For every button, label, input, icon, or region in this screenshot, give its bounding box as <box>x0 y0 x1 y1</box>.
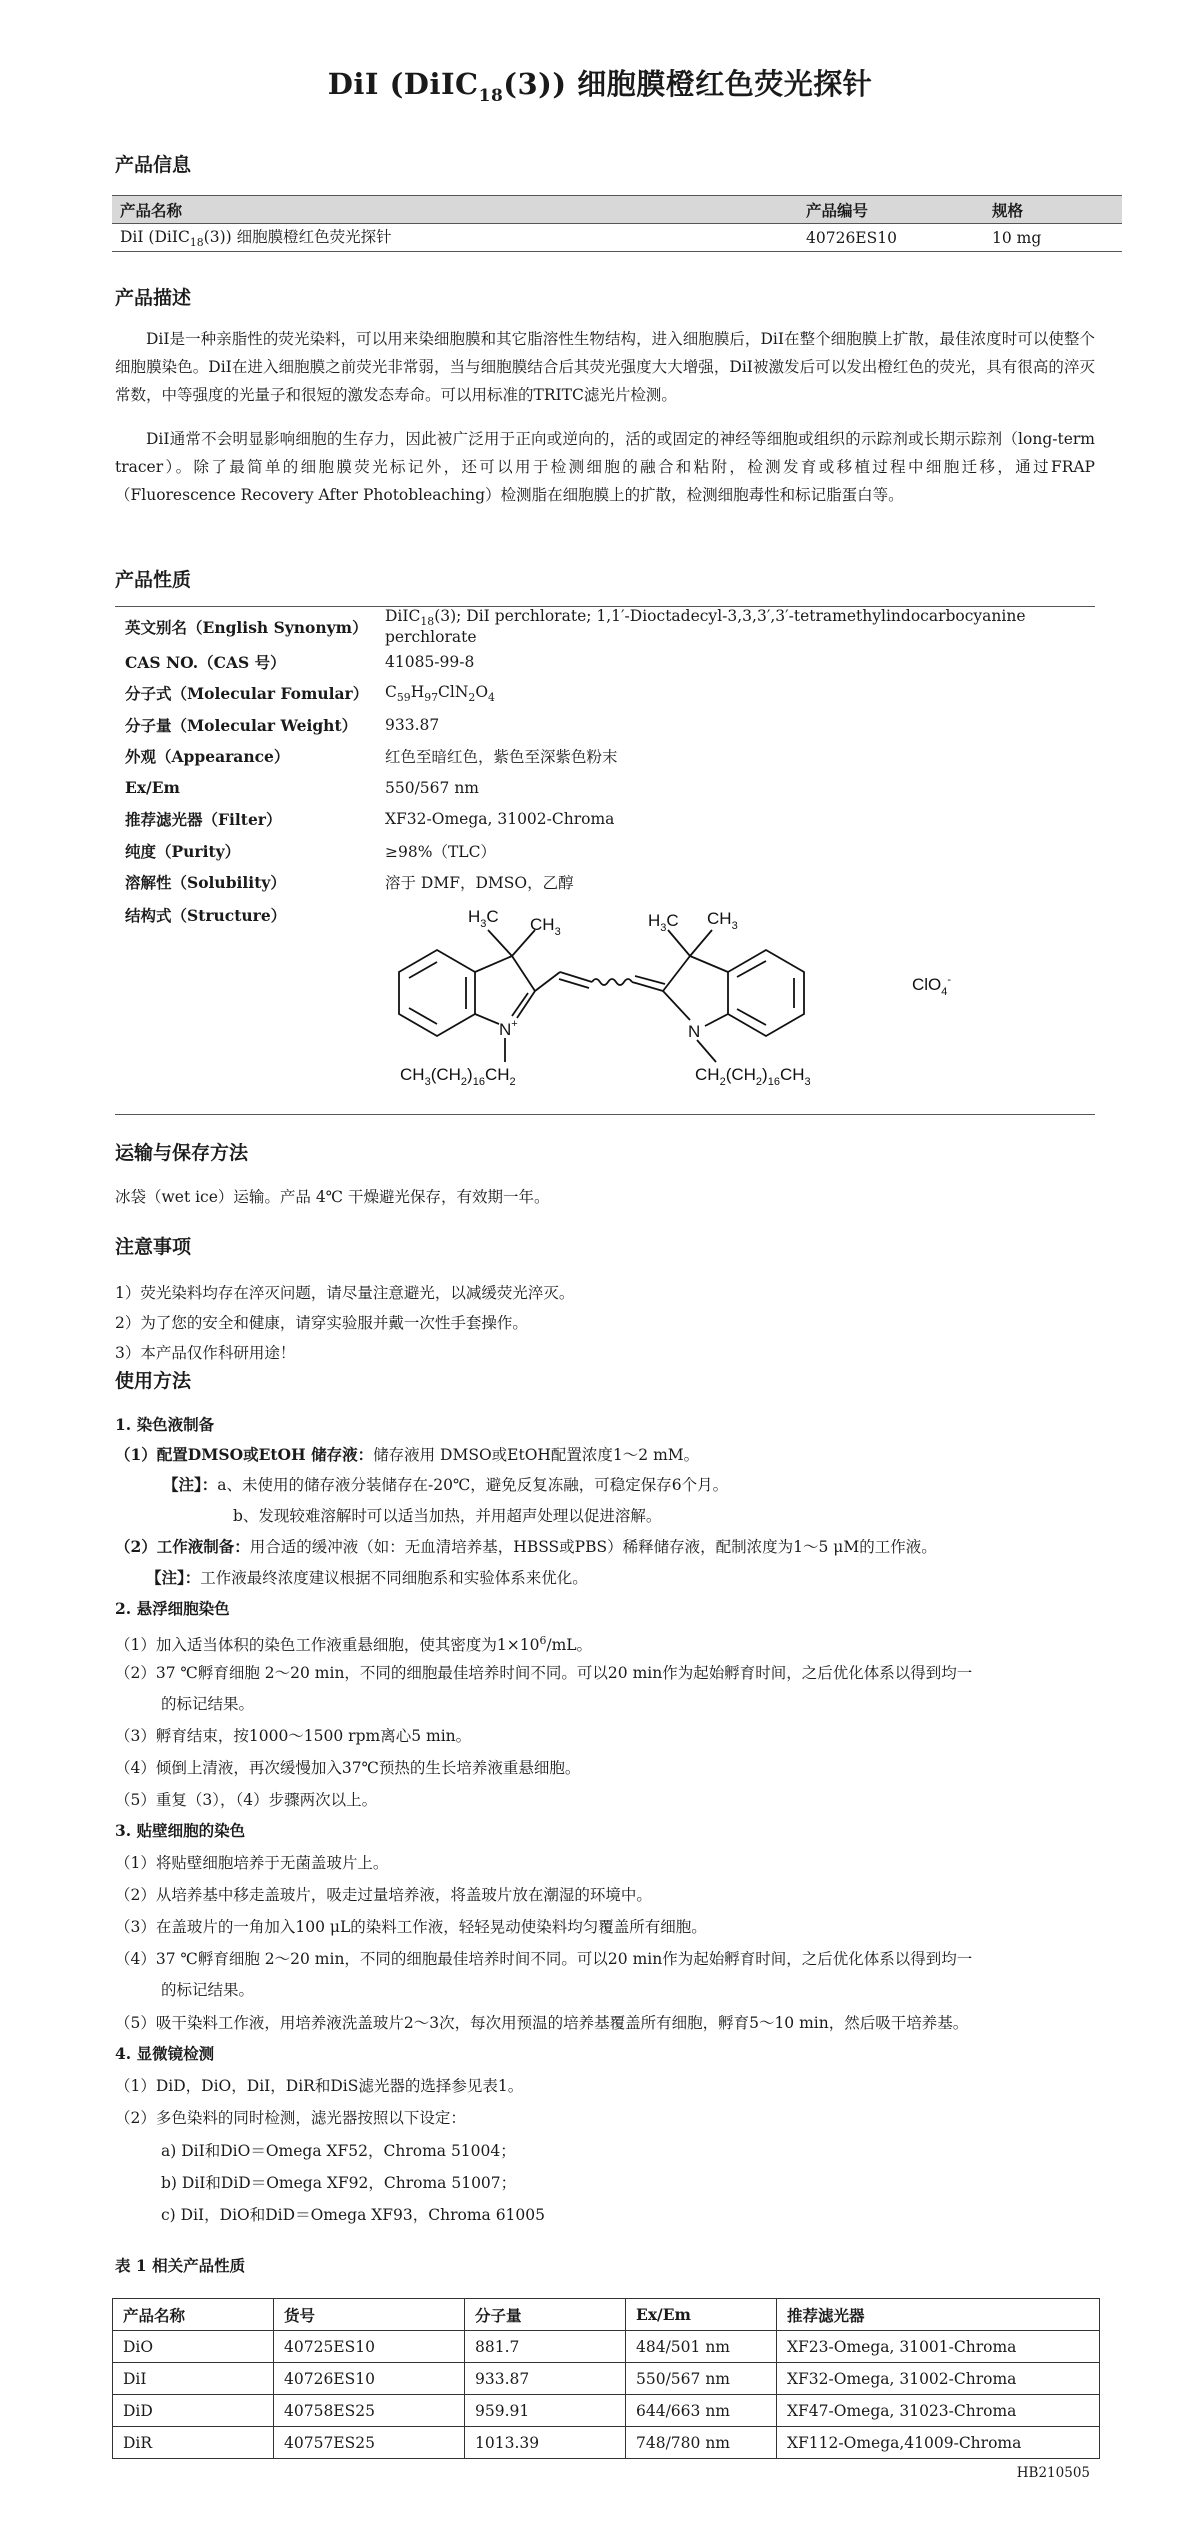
usage-line: （1）DiD，DiO，DiI，DiR和DiS滤光器的选择参见表1。 <box>115 2077 524 2095</box>
methine-bond <box>535 972 560 991</box>
n-alkyl-bond <box>697 1040 716 1062</box>
table-header-row <box>112 196 1122 224</box>
value-text: DiIC <box>385 607 421 625</box>
table-cell: DiI <box>113 2363 274 2395</box>
methyl-bond <box>488 930 512 956</box>
value-subscript: 18 <box>420 615 435 629</box>
header-cell: 推荐滤光器 <box>777 2299 1100 2331</box>
notes-heading: 注意事项 <box>115 1236 192 1258</box>
table-cell: XF112-Omega,41009-Chroma <box>777 2427 1100 2459</box>
usage-step-title: 2. 悬浮细胞染色 <box>115 1599 230 1618</box>
property-value: 933.87 <box>385 715 440 734</box>
document-code: HB210505 <box>1016 2465 1090 2481</box>
table-cell: 881.7 <box>465 2331 626 2363</box>
right-benzene-ring <box>728 950 804 1036</box>
note-item: 1）荧光染料均存在淬灭问题，请尽量注意避光，以减缓荧光淬灭。 <box>115 1284 575 1302</box>
table-row <box>115 804 1095 836</box>
table-cell: 644/663 nm <box>626 2395 777 2427</box>
left-ring-bond <box>475 956 512 972</box>
title-text-pre: DiI (DiIC <box>327 67 479 101</box>
table-cell: XF32-Omega, 31002-Chroma <box>777 2363 1100 2395</box>
page-title <box>0 62 1200 106</box>
usage-step-title: 1. 染色液制备 <box>115 1415 215 1434</box>
property-value <box>375 678 1095 710</box>
header-cell: 产品名称 <box>113 2299 274 2331</box>
right-ring-bond <box>690 956 728 972</box>
note-label: 【注】： <box>146 1568 201 1587</box>
cell-text: DiI (DiIC <box>120 228 190 247</box>
usage-line: b、发现较难溶解时可以适当加热，并用超声处理以促进溶解。 <box>233 1507 662 1525</box>
methyl-bond <box>690 930 712 956</box>
right-ring-bond <box>705 1014 728 1026</box>
usage-line: （2）多色染料的同时检测，滤光器按照以下设定： <box>115 2109 466 2127</box>
table-cell: 484/501 nm <box>626 2331 777 2363</box>
cell-text: (3)) 细胞膜橙红色荧光探针 <box>203 228 392 247</box>
structure-bonds <box>399 930 804 1062</box>
property-label: Ex/Em <box>125 778 180 798</box>
property-label: 分子式（Molecular Fomular） <box>125 684 369 704</box>
table-row <box>115 678 1095 710</box>
note-label: 【注】： <box>163 1475 218 1494</box>
product-code-cell: 40726ES10 <box>798 224 984 252</box>
title-subscript: 18 <box>478 85 504 106</box>
right-alkyl-chain-label: $CH_2(CH_2)_{16}CH_3$ <box>695 1065 811 1088</box>
right-ring-bond <box>663 956 690 991</box>
usage-label: （1）配置DMSO或EtOH 储存液： <box>115 1445 374 1464</box>
filter-setting: c) DiI，DiO和DiD＝Omega XF93，Chroma 61005 <box>161 2206 546 2224</box>
product-size-cell: 10 mg <box>984 224 1122 252</box>
formula-sub: 59 <box>396 690 411 704</box>
usage-line: （3）孵育结束，按1000～1500 rpm离心5 min。 <box>115 1727 472 1745</box>
usage-heading: 使用方法 <box>115 1370 192 1392</box>
product-name-cell <box>112 224 798 252</box>
formula-part: H <box>410 682 425 701</box>
left-ring-bond <box>475 1014 499 1024</box>
header-cell: 货号 <box>274 2299 465 2331</box>
usage-text: 工作液最终浓度建议根据不同细胞系和实验体系来优化。 <box>200 1569 588 1587</box>
usage-line <box>163 1474 728 1496</box>
usage-label: （2）工作液制备： <box>115 1537 250 1556</box>
properties-heading: 产品性质 <box>115 569 192 591</box>
n-plus-label: N+ <box>499 1018 518 1039</box>
formula-sub: 97 <box>424 690 439 704</box>
usage-step-title: 4. 显微镜检测 <box>115 2044 215 2063</box>
title-text-post: (3)) 细胞膜橙红色荧光探针 <box>503 67 873 101</box>
filter-setting: a) DiI和DiO＝Omega XF52，Chroma 51004； <box>161 2142 516 2160</box>
table-row <box>112 224 1122 252</box>
table-cell: 959.91 <box>465 2395 626 2427</box>
table-cell: 748/780 nm <box>626 2427 777 2459</box>
usage-step-title: 3. 贴壁细胞的染色 <box>115 1821 246 1840</box>
usage-line: （2）37 ℃孵育细胞 2～20 min，不同的细胞最佳培养时间不同。可以20 min作为起始孵育时间，之后优化体系以得到均一 <box>115 1664 973 1682</box>
chemical-structure <box>360 890 1040 1120</box>
right-h3c-label: $H_3C$ <box>648 911 679 934</box>
table-row <box>115 835 1095 867</box>
table-row <box>115 741 1095 773</box>
usage-line: （5）重复（3），（4）步骤两次以上。 <box>115 1791 378 1809</box>
header-cell: 规格 <box>984 196 1122 224</box>
header-cell: 分子量 <box>465 2299 626 2331</box>
left-alkyl-chain-label: $CH_3(CH_2)_{16}CH_2$ <box>400 1065 516 1088</box>
table-cell: 40758ES25 <box>274 2395 465 2427</box>
usage-line <box>115 1536 937 1558</box>
usage-superscript: 6 <box>539 1634 547 1647</box>
note-item: 3）本产品仅作科研用途！ <box>115 1344 296 1362</box>
structure-labels <box>400 907 951 1088</box>
table-cell: 40757ES25 <box>274 2427 465 2459</box>
table-cell: DiO <box>113 2331 274 2363</box>
description-heading: 产品描述 <box>115 287 192 309</box>
table-cell: 40726ES10 <box>274 2363 465 2395</box>
table-row <box>115 772 1095 804</box>
table-row <box>115 607 1095 647</box>
property-value: ≥98%（TLC） <box>385 842 496 861</box>
table-cell: 1013.39 <box>465 2427 626 2459</box>
property-label: CAS NO.（CAS 号） <box>125 652 286 672</box>
usage-line: （2）从培养基中移走盖玻片，吸走过量培养液，将盖玻片放在潮湿的环境中。 <box>115 1886 652 1904</box>
table-cell: 933.87 <box>465 2363 626 2395</box>
methine-double-bond <box>635 976 665 984</box>
formula-part: C <box>385 682 397 701</box>
usage-text: 储存液用 DMSO或EtOH配置浓度1～2 mM。 <box>373 1446 700 1464</box>
formula-part: ClN <box>438 682 469 701</box>
usage-text: 用合适的缓冲液（如：无血清培养基，HBSS或PBS）稀释储存液，配制浓度为1～5 μM的工作液。 <box>249 1538 937 1556</box>
usage-line: （4）37 ℃孵育细胞 2～20 min，不同的细胞最佳培养时间不同。可以20 min作为起始孵育时间，之后优化体系以得到均一 <box>115 1950 973 1968</box>
table-row <box>115 646 1095 678</box>
table-cell: DiR <box>113 2427 274 2459</box>
property-value <box>375 607 1095 647</box>
property-label: 分子量（Molecular Weight） <box>125 715 358 735</box>
product-info-table <box>112 195 1122 252</box>
n-label: N <box>688 1022 701 1041</box>
table-cell: 550/567 nm <box>626 2363 777 2395</box>
left-ring-bond <box>512 956 535 991</box>
storage-text: 冰袋（wet ice）运输。产品 4℃ 干燥避光保存，有效期一年。 <box>115 1188 550 1206</box>
note-item: 2）为了您的安全和健康，请穿实验服并戴一次性手套操作。 <box>115 1314 528 1332</box>
formula-part: O <box>475 682 489 701</box>
header-cell: 产品名称 <box>112 196 798 224</box>
left-ch3-label: $CH_3$ <box>530 915 561 938</box>
usage-text: （1）加入适当体积的染色工作液重悬细胞，使其密度为1×10 <box>115 1636 540 1655</box>
usage-line <box>146 1567 588 1589</box>
formula-sub: 2 <box>468 690 476 704</box>
property-label: 纯度（Purity） <box>125 841 241 861</box>
table-cell: DiD <box>113 2395 274 2427</box>
table-row <box>113 2395 1100 2427</box>
table-row <box>113 2331 1100 2363</box>
usage-line: （5）吸干染料工作液，用培养液洗盖玻片2～3次，每次用预温的培养基覆盖所有细胞，孵育5～10 min，然后吸干培养基。 <box>115 2014 969 2032</box>
right-ch3-label: $CH_3$ <box>707 909 738 932</box>
table-cell: 40725ES10 <box>274 2331 465 2363</box>
perchlorate-label: ClO$_4$- <box>912 974 952 998</box>
methine-bond <box>632 982 663 991</box>
property-value: XF32-Omega, 31002-Chroma <box>385 810 615 829</box>
usage-line <box>115 1444 699 1466</box>
property-label: 推荐滤光器（Filter） <box>125 810 282 830</box>
property-value: 41085-99-8 <box>385 652 475 671</box>
usage-text: /mL。 <box>546 1636 593 1655</box>
table-row <box>113 2427 1100 2459</box>
usage-line: （4）倾倒上清液，再次缓慢加入37℃预热的生长培养液重悬细胞。 <box>115 1759 581 1777</box>
table-cell: XF47-Omega, 31023-Chroma <box>777 2395 1100 2427</box>
usage-text: a、未使用的储存液分装储存在-20℃，避免反复冻融，可稳定保存6个月。 <box>217 1476 729 1494</box>
usage-line: 的标记结果。 <box>161 1981 255 1999</box>
filter-setting: b) DiI和DiD＝Omega XF92，Chroma 51007； <box>161 2174 517 2192</box>
property-label: 外观（Appearance） <box>125 747 290 767</box>
property-value: 550/567 nm <box>385 778 479 797</box>
methyl-bond <box>668 930 690 956</box>
cell-subscript: 18 <box>189 236 204 250</box>
header-cell: 产品编号 <box>798 196 984 224</box>
header-cell: Ex/Em <box>626 2299 777 2331</box>
left-h3c-label: $H_3C$ <box>468 907 499 930</box>
storage-heading: 运输与保存方法 <box>115 1142 249 1164</box>
usage-line: 的标记结果。 <box>161 1695 255 1713</box>
right-ring-bond <box>663 991 690 1020</box>
table-row <box>113 2363 1100 2395</box>
description-paragraph-1: DiI是一种亲脂性的荧光染料，可以用来染细胞膜和其它脂溶性生物结构，进入细胞膜后，DiI在整个细胞膜上扩散，最佳浓度时可以使整个细胞膜染色。DiI在进入细胞膜之前荧光非常弱，当与细胞膜结合后其荧光强度大大增强，DiI被激发后可以发出橙红色的荧光，具有很高的淬灭常数，中等强度的光量子和很短的激发态寿命。可以用标准的TRITC滤光片检测。 <box>115 330 1095 404</box>
usage-line: （3）在盖玻片的一角加入100 μL的染料工作液，轻轻晃动使染料均匀覆盖所有细胞。 <box>115 1918 707 1936</box>
table-caption: 表 1 相关产品性质 <box>115 2256 246 2275</box>
table-header-row <box>113 2299 1100 2331</box>
table-row <box>115 709 1095 741</box>
usage-line <box>115 1630 592 1656</box>
property-label: 溶解性（Solubility） <box>125 873 286 893</box>
table-cell: XF23-Omega, 31001-Chroma <box>777 2331 1100 2363</box>
formula-sub: 4 <box>488 690 495 704</box>
value-text: (3); DiI perchlorate; 1,1′-Dioctadecyl-3,3,3′,3′-tetramethylindocarbocyanine perchlorate <box>385 607 1026 647</box>
property-label: 英文别名（English Synonym） <box>125 617 368 637</box>
related-products-table <box>112 2298 1100 2459</box>
property-value: 溶于 DMF，DMSO，乙醇 <box>385 874 574 893</box>
wavy-bond <box>592 979 632 985</box>
property-label: 结构式（Structure） <box>125 906 287 926</box>
description-paragraph-2: DiI通常不会明显影响细胞的生存力，因此被广泛用于正向或逆向的，活的或固定的神经等细胞或组织的示踪剂或长期示踪剂（long-term tracer）。除了最简单的细胞膜荧光标记外，还可以用于检测细胞的融合和粘附，检测发育或移植过程中细胞迁移，通过FRAP（Fluorescence Recovery After Photobleaching）检测脂在细胞膜上的扩散，检测细胞毒性和标记脂蛋白等。 <box>115 430 1095 504</box>
usage-line: （1）将贴壁细胞培养于无菌盖玻片上。 <box>115 1854 389 1872</box>
product-info-heading: 产品信息 <box>115 154 192 176</box>
property-value: 红色至暗红色，紫色至深紫色粉末 <box>385 748 618 767</box>
